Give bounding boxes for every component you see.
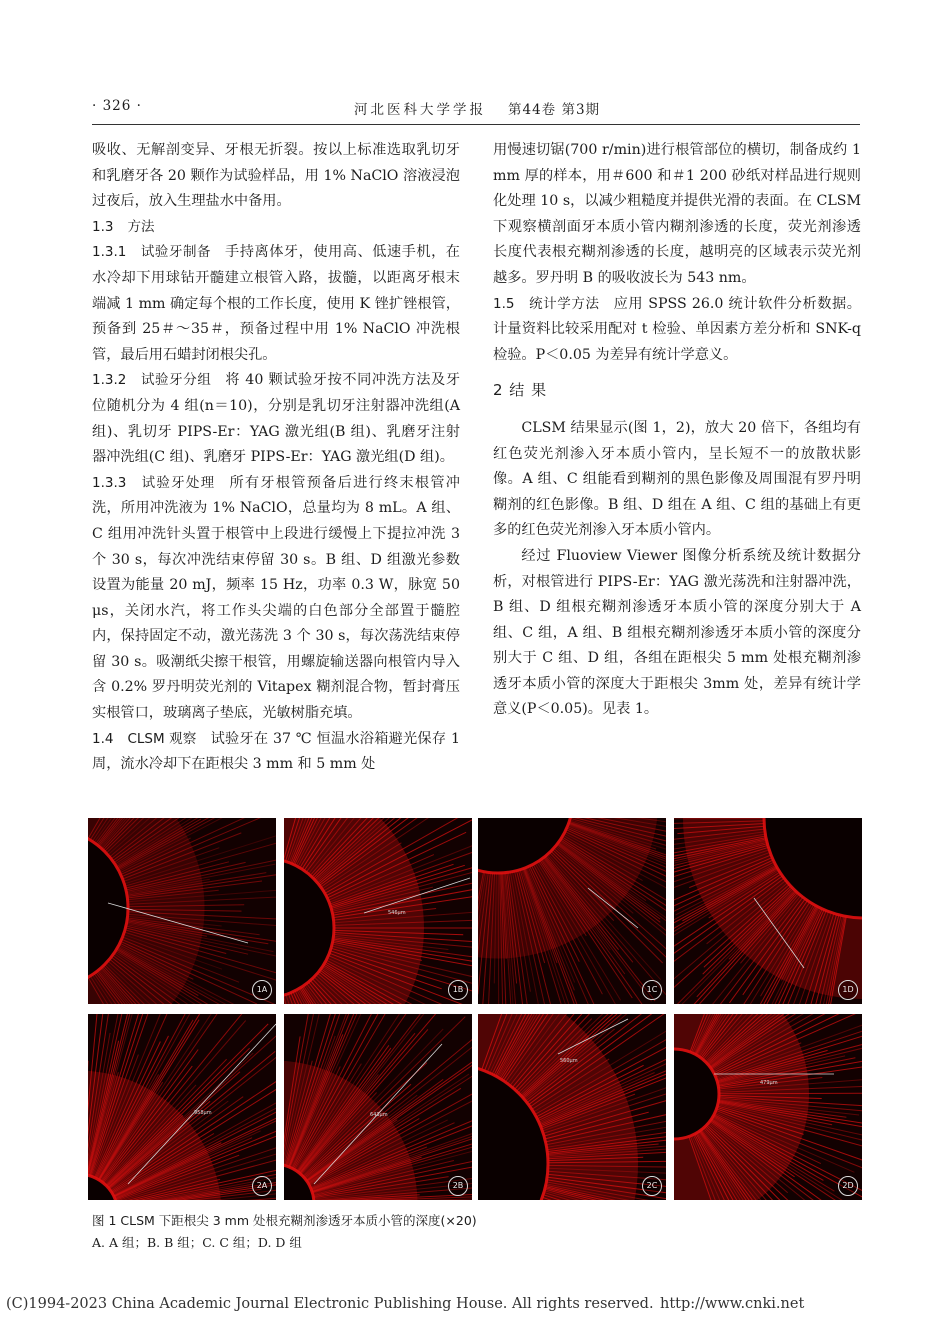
micrograph-2a xyxy=(88,1014,276,1200)
micrograph-1c xyxy=(478,818,666,1004)
micrograph-1d xyxy=(674,818,862,1004)
micrograph-image xyxy=(674,1014,862,1200)
copyright-notice: (C)1994-2023 China Academic Journal Electronic Publishing House. All rights reserved. xyxy=(6,1296,654,1312)
micrograph-image xyxy=(674,818,862,1004)
dentinal-tubule-streak xyxy=(719,1093,862,1094)
scale-label: 643μm xyxy=(370,1112,388,1118)
results-paragraph-1: CLSM 结果显示(图 1，2)，放大 20 倍下，各组均有红色荧光剂渗入牙本质小管内，呈长短不一的放散状影像。A 组、C 组能看到糊剂的黑色影像及周围混有罗丹明糊剂的红色影像。B 组、D 组在 A 组、C 组的基础上有更多的红色荧光剂渗入牙本质小管内。 xyxy=(493,419,861,539)
figure-1 xyxy=(88,818,862,1204)
journal-issue: 第44卷 第3期 xyxy=(508,102,601,118)
dentinal-tubule-streak xyxy=(674,818,764,819)
paragraph: 吸收、无解剖变异、牙根无折裂。按以上标准选取乳切牙和乳磨牙各 20 颗作为试验样品，用 1% NaClO 溶液浸泡过夜后，放入生理盐水中备用。 xyxy=(92,142,460,210)
micrograph-image xyxy=(88,1014,276,1200)
micrograph-2b xyxy=(284,1014,472,1200)
panel-label: 2C xyxy=(642,1176,662,1196)
micrograph-image xyxy=(478,818,666,1004)
micrograph-image xyxy=(284,1014,472,1200)
micrograph-image xyxy=(478,1014,666,1200)
section-1-4: 1.4 CLSM 观察 试验牙在 37 ℃ 恒温水浴箱避光保存 1 周，流水冷却下在距根尖 3 mm 和 5 mm 处 xyxy=(92,730,460,773)
figure-caption: 图 1 CLSM 下距根尖 3 mm 处根充糊剂渗透牙本质小管的深度(×20) xyxy=(92,1213,477,1228)
micrograph-image xyxy=(284,818,472,1004)
section-1-3-2: 1.3.2 试验牙分组 将 40 颗试验牙按不同冲洗方法及牙位随机分为 4 组(n＝10)，分别是乳切牙注射器冲洗组(A 组)、乳切牙 PIPS-Er：YAG 激光组(B 组)、乳磨牙注射器冲洗组(C 组)、乳磨牙 PIPS-Er：YAG 激光组(D 组)。 xyxy=(92,372,461,466)
scale-label: 546μm xyxy=(388,910,406,916)
section-heading-2: 2 结 果 xyxy=(493,381,548,400)
panel-label: 1C xyxy=(642,980,662,1000)
panel-label: 1D xyxy=(838,980,858,1000)
panel-label: 2B xyxy=(448,1176,468,1196)
panel-label: 1B xyxy=(448,980,468,1000)
panel-label: 1A xyxy=(252,980,272,1000)
section-1-5: 1.5 统计学方法 应用 SPSS 26.0 统计软件分析数据。计量资料比较采用配对 t 检验、单因素方差分析和 SNK-q 检验。P＜0.05 为差异有统计学意义。 xyxy=(493,295,861,363)
section-1-3-3: 1.3.3 试验牙处理 所有牙根管预备后进行终末根管冲洗，所用冲洗液为 1% NaClO，总量均为 8 mL。A 组、C 组用冲洗针头置于根管中上段进行缓慢上下提拉冲洗 3 个 30 s，每次冲洗结束停留 30 s。B 组、D 组激光参数设置为能量 20 mJ，频率 15 Hz，功率 0.3 W，脉宽 50 μs，关闭水汽，将工作头尖端的白色部分全部置于髓腔内，保持固定不动，激光荡洗 3 个 30 s，每次荡洗结束停留 30 s。吸潮纸尖擦干根管，用螺旋输送器向根管内导入含 0.2% 罗丹明荧光剂的 Vitapex 糊剂混合物，暂封膏压实根管口，玻璃离子垫底，光敏树脂充填。 xyxy=(92,474,460,722)
panel-label: 2D xyxy=(838,1176,858,1196)
micrograph-2d xyxy=(674,1014,862,1200)
scale-label: 958μm xyxy=(194,1110,212,1116)
running-header xyxy=(92,96,872,120)
footer-url: http://www.cnki.net xyxy=(660,1296,805,1312)
right-column xyxy=(493,138,861,723)
results-paragraph-2: 经过 Fluoview Viewer 图像分析系统及统计数据分析，对根管进行 PIPS-Er：YAG 激光荡洗和注射器冲洗，B 组、D 组根充糊剂渗透牙本质小管的深度分别大于 A 组、C 组，A 组、B 组根充糊剂渗透牙本质小管的深度分别大于 C 组、D 组，各组在距根尖 5 mm 处根充糊剂渗透牙本质小管的深度大于距根尖 3mm 处，差异有统计学意义(P＜0.05)。见表 1。 xyxy=(493,547,861,718)
section-1-3-1: 1.3.1 试验牙制备 手持离体牙，使用高、低速手机，在水冷却下用球钻开髓建立根管入路，拔髓，以距离牙根末端减 1 mm 确定每个根的工作长度，使用 K 锉扩锉根管，预备到 25＃～35＃，预备过程中用 1% NaClO 冲洗根管，最后用石蜡封闭根尖孔。 xyxy=(92,244,460,363)
panel-label: 2A xyxy=(252,1176,272,1196)
micrograph-1a xyxy=(88,818,276,1004)
figure-subcaption: A. A 组；B. B 组；C. C 组；D. D 组 xyxy=(92,1235,302,1250)
header-rule xyxy=(92,124,860,125)
micrograph-image xyxy=(88,818,276,1004)
left-column xyxy=(92,138,460,778)
scale-label: 560μm xyxy=(560,1058,578,1064)
paragraph: 用慢速切锯(700 r/min)进行根管部位的横切，制备成约 1 mm 厚的样本，用＃600 和＃1 200 砂纸对样品进行规则化处理 10 s，以减少粗糙度并提供光滑的表面。在 CLSM 下观察横剖面牙本质小管内糊剂渗透的长度，荧光剂渗透长度代表根充糊剂渗透的长度，越明亮的区域表示荧光剂越多。罗丹明 B 的吸收波长为 543 nm。 xyxy=(493,142,861,286)
journal-title: 河北医科大学学报 xyxy=(354,102,486,118)
dentinal-tubule-streak xyxy=(498,873,499,1004)
page-number: · 326 · xyxy=(92,98,142,114)
section-heading-1-3: 1.3 方法 xyxy=(92,218,155,235)
scale-label: 479μm xyxy=(760,1080,778,1086)
micrograph-1b xyxy=(284,818,472,1004)
micrograph-2c xyxy=(478,1014,666,1200)
